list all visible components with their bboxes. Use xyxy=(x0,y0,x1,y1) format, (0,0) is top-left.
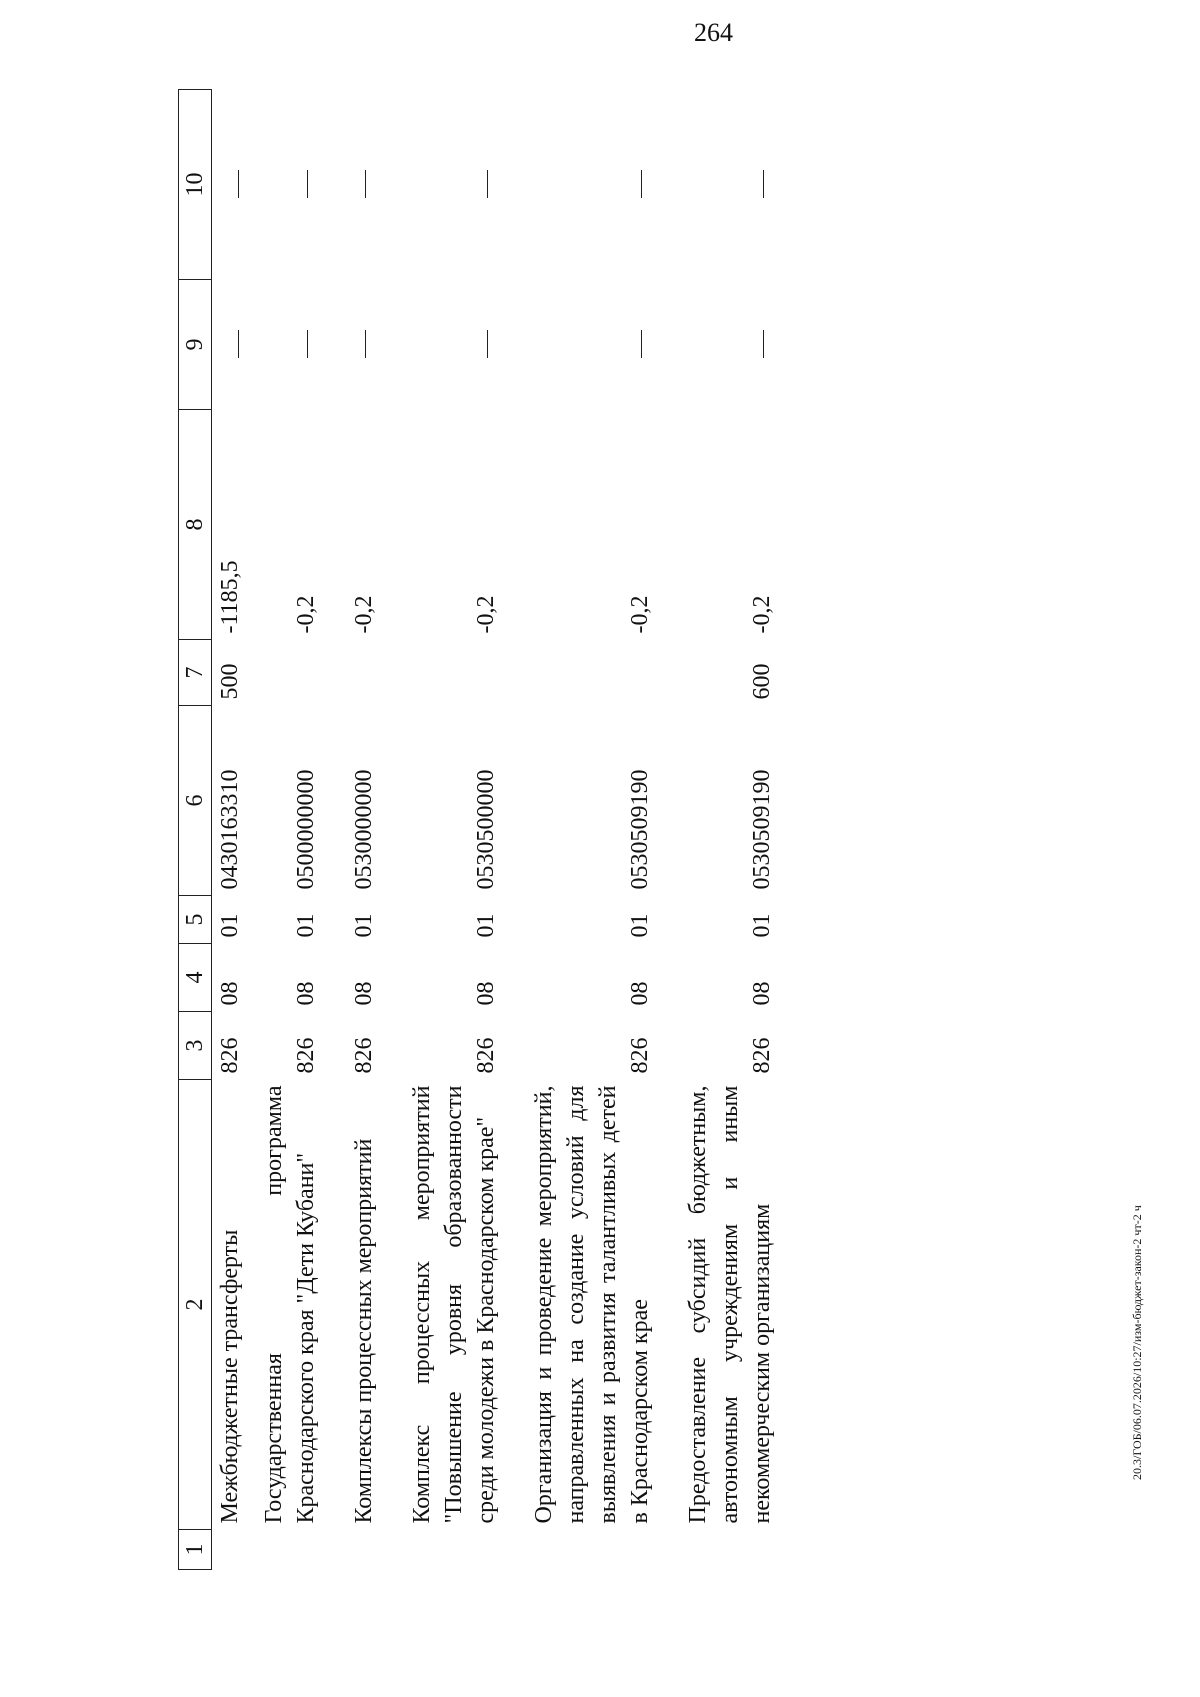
subsection-code: 01 xyxy=(749,913,775,938)
ministry-code: 826 xyxy=(749,1037,775,1074)
header-row xyxy=(179,90,212,1570)
row-number xyxy=(212,1530,251,1570)
expense-type-code xyxy=(520,640,674,706)
row-description: Государственная программа Краснодарского края "Дети Кубани" xyxy=(261,1085,319,1524)
section-code: 08 xyxy=(351,981,377,1006)
amount-value: -1185,5 xyxy=(217,560,243,634)
col9-cell xyxy=(340,280,398,410)
target-article-code: 0530509190 xyxy=(749,769,775,890)
section-code: 08 xyxy=(627,981,653,1006)
ministry-code: 826 xyxy=(351,1037,377,1074)
col-header-1: 1 xyxy=(179,1530,212,1570)
col10-cell xyxy=(250,90,340,280)
dash-mark xyxy=(641,171,642,199)
table-row xyxy=(250,90,340,1570)
subsection-code: 01 xyxy=(293,913,319,938)
target-article-code: 0500000000 xyxy=(293,769,319,890)
col-header-8: 8 xyxy=(179,410,212,640)
row-number xyxy=(674,1530,796,1570)
subsection-code: 01 xyxy=(627,913,653,938)
dash-mark xyxy=(307,331,308,359)
row-description: Межбюджетные трансферты xyxy=(217,1229,243,1524)
expense-type-code xyxy=(250,640,340,706)
page-number: 264 xyxy=(694,18,733,47)
amount-value: -0,2 xyxy=(473,595,499,634)
col-header-3: 3 xyxy=(179,1012,212,1080)
ministry-code: 826 xyxy=(217,1037,243,1074)
ministry-code: 826 xyxy=(473,1037,499,1074)
col10-cell xyxy=(340,90,398,280)
col9-cell xyxy=(398,280,520,410)
row-number xyxy=(520,1530,674,1570)
row-number xyxy=(250,1530,340,1570)
amount-value: -0,2 xyxy=(293,595,319,634)
col9-cell xyxy=(674,280,796,410)
dash-mark xyxy=(763,171,764,199)
col-header-2: 2 xyxy=(179,1080,212,1530)
dash-mark xyxy=(238,331,239,359)
subsection-code: 01 xyxy=(473,913,499,938)
target-article-code: 0530509190 xyxy=(627,769,653,890)
col10-cell xyxy=(212,90,251,280)
table-row xyxy=(398,90,520,1570)
target-article-code: 0530000000 xyxy=(351,769,377,890)
row-description: Организация и проведение мероприятий, направленных на создание условий для выявления и развития талантливых детей в Краснодарском крае xyxy=(531,1085,653,1524)
section-code: 08 xyxy=(749,981,775,1006)
ministry-code: 826 xyxy=(293,1037,319,1074)
dash-mark xyxy=(307,171,308,199)
row-description: Предоставление субсидий бюджетным, автономным учреждениям и иным некоммерческим организациям xyxy=(685,1085,775,1524)
col-header-7: 7 xyxy=(179,640,212,706)
col9-cell xyxy=(250,280,340,410)
row-description: Комплексы процессных мероприятий xyxy=(351,1138,377,1524)
col10-cell xyxy=(520,90,674,280)
subsection-code: 01 xyxy=(351,913,377,938)
col10-cell xyxy=(674,90,796,280)
section-code: 08 xyxy=(293,981,319,1006)
ministry-code: 826 xyxy=(627,1037,653,1074)
expense-type-code xyxy=(340,640,398,706)
table-row xyxy=(674,90,796,1570)
budget-table-wrapper xyxy=(178,90,1058,1570)
dash-mark xyxy=(487,171,488,199)
table-row xyxy=(340,90,398,1570)
dash-mark xyxy=(641,331,642,359)
amount-value: -0,2 xyxy=(627,595,653,634)
subsection-code: 01 xyxy=(217,913,243,938)
dash-mark xyxy=(763,331,764,359)
col10-cell xyxy=(398,90,520,280)
section-code: 08 xyxy=(473,981,499,1006)
section-code: 08 xyxy=(217,981,243,1006)
dash-mark xyxy=(365,331,366,359)
row-description: Комплекс процессных мероприятий "Повышение уровня образованности среди молодежи в Краснодарском крае" xyxy=(409,1085,499,1524)
col-header-9: 9 xyxy=(179,280,212,410)
dash-mark xyxy=(487,331,488,359)
expense-type-code: 500 xyxy=(217,663,243,700)
col9-cell xyxy=(520,280,674,410)
amount-value: -0,2 xyxy=(749,595,775,634)
target-article-code: 0530500000 xyxy=(473,769,499,890)
table-row xyxy=(212,90,251,1570)
amount-value: -0,2 xyxy=(351,595,377,634)
col9-cell xyxy=(212,280,251,410)
budget-table xyxy=(178,89,796,1570)
col-header-6: 6 xyxy=(179,706,212,896)
table-row xyxy=(520,90,674,1570)
dash-mark xyxy=(238,171,239,199)
target-article-code: 0430163310 xyxy=(217,769,243,890)
document-footer-code: 20.3/ГОБ/06.07.2026/10:27/изм-бюджет-закон-2 чт-2 ч xyxy=(1130,1205,1144,1480)
expense-type-code xyxy=(398,640,520,706)
col-header-4: 4 xyxy=(179,944,212,1012)
expense-type-code: 600 xyxy=(749,663,775,700)
row-number xyxy=(340,1530,398,1570)
col-header-10: 10 xyxy=(179,90,212,280)
col-header-5: 5 xyxy=(179,896,212,944)
row-number xyxy=(398,1530,520,1570)
dash-mark xyxy=(365,171,366,199)
